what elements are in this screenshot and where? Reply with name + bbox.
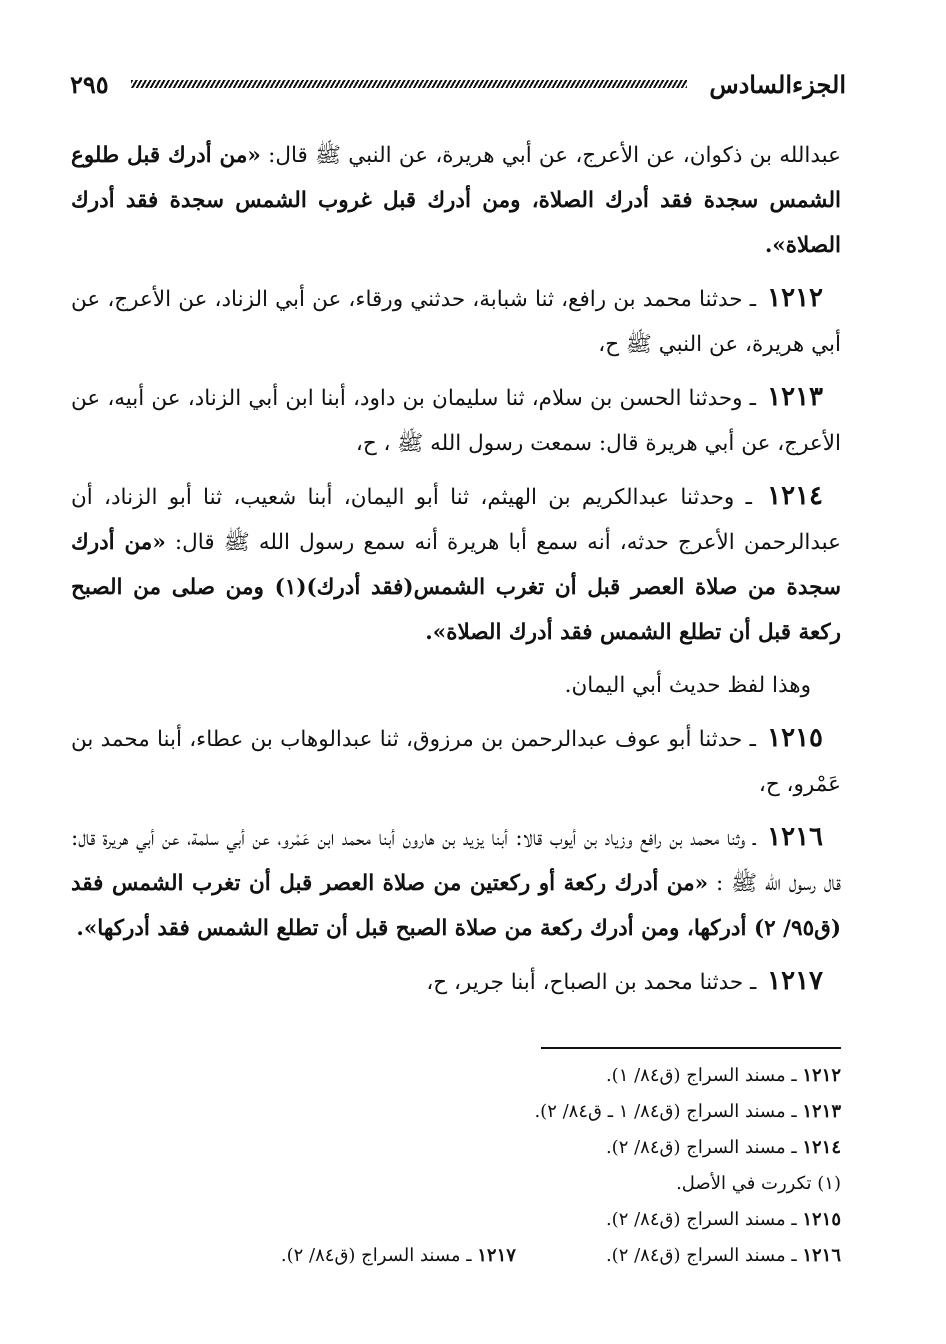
hadith-quote: «من أدرك ركعة أو ركعتين من صلاة العصر قبل أن تغرب الشمس فقد (ق٩٥/ ٢) أدركها، ومن أدرك ركعة من صلاة الصبح قبل أن تطلع الشمس فقد أدركها». [71, 871, 841, 941]
hadith-quote: «من أدرك سجدة من صلاة العصر قبل أن تغرب الشمس(فقد أدرك) [71, 530, 841, 600]
paragraph-text: عبدالله بن ذكوان، عن الأعرج، عن أبي هريرة، عن النبي ﷺ قال: [260, 143, 842, 168]
footnote-item [71, 1058, 841, 1094]
hadith-number: ١٢١٦ [767, 822, 823, 852]
footnote-number: ١٢١٤ [802, 1137, 841, 1158]
paragraph-text: ـ وحدثنا عبدالكريم بن الهيثم، ثنا أبو اليمان، أبنا شعيب، ثنا أبو الزناد، أن عبدالرحمن الأعرج حدثه، أنه سمع أبا هريرة أنه سمع رسول الله ﷺ قال: [71, 485, 841, 555]
paragraph-continuation [71, 133, 841, 268]
paragraph-text: ـ حدثنا محمد بن الصباح، أبنا جرير، ح، [426, 970, 764, 995]
hadith-quote-continued: (١) ومن صلى من الصبح ركعة قبل أن تطلع الشمس فقد أدرك الصلاة». [71, 575, 841, 645]
paragraph-1213 [71, 375, 841, 466]
footnote-item [71, 1166, 841, 1202]
paragraph-text: ـ وثنا محمد بن رافع وزياد بن أيوب قالا: أبنا يزيد بن هارون أبنا محمد ابن عَمْرو، عن أبي سلمة، عن أبي هريرة قال: قال رسول الله ﷺ : [71, 826, 841, 896]
page-number: ٢٩٥ [70, 69, 109, 99]
volume-title: الجزءالسادس [709, 69, 846, 99]
hadith-number: ١٢١٥ [767, 723, 823, 753]
footnote-item [281, 1238, 516, 1274]
main-text [71, 133, 841, 1013]
paragraph-1212 [71, 276, 841, 367]
footnote-text: ـ مسند السراج (ق٨٤/ ٢). [605, 1245, 803, 1266]
footnote-text: ـ مسند السراج (ق٨٤/ ١ ـ ق٨٤/ ٢). [534, 1101, 803, 1122]
footnote-text: (١) تكررت في الأصل. [676, 1173, 841, 1194]
footnote-item [71, 1094, 841, 1130]
footnote-text: ـ مسند السراج (ق٨٤/ ٢). [280, 1245, 478, 1266]
paragraph-1214 [71, 474, 841, 655]
footnote-item [606, 1238, 841, 1274]
footnote-text: ـ مسند السراج (ق٨٤/ ٢). [605, 1209, 803, 1230]
paragraph-1216 [71, 815, 841, 951]
hadith-number: ١٢١٣ [767, 382, 823, 412]
footnote-number: ١٢١٧ [477, 1245, 516, 1266]
footnotes [71, 1058, 841, 1274]
footnote-row [71, 1238, 841, 1274]
hadith-number: ١٢١٧ [767, 966, 823, 996]
paragraph-text: ـ حدثنا محمد بن رافع، ثنا شبابة، حدثني ورقاء، عن أبي الزناد، عن الأعرج، عن أبي هريرة، عن النبي ﷺ ح، [71, 287, 841, 357]
footnote-number: ١٢١٣ [802, 1101, 841, 1122]
paragraph-text: ـ وحدثنا الحسن بن سلام، ثنا سليمان بن داود، أبنا ابن أبي الزناد، عن أبيه، عن الأعرج، عن أبي هريرة قال: سمعت رسول الله ﷺ ، ح، [71, 386, 841, 456]
footnote-item [71, 1202, 841, 1238]
footnote-number: ١٢١٥ [802, 1209, 841, 1230]
paragraph-text: ـ حدثنا أبو عوف عبدالرحمن بن مرزوق، ثنا عبدالوهاب بن عطاء، أبنا محمد بن عَمْرو، ح، [71, 727, 841, 797]
running-header [70, 60, 846, 108]
hadith-quote: «من أدرك قبل طلوع الشمس سجدة فقد أدرك الصلاة، ومن أدرك قبل غروب الشمس سجدة فقد أدرك الصلاة». [71, 143, 841, 258]
footnote-text: ـ مسند السراج (ق٨٤/ ٢). [605, 1137, 803, 1158]
footnote-number: ١٢١٦ [802, 1245, 841, 1266]
paragraph-1215 [71, 716, 841, 807]
footnote-text: ـ مسند السراج (ق٨٤/ ١). [605, 1065, 803, 1086]
footnote-item [71, 1130, 841, 1166]
hadith-number: ١٢١٤ [767, 481, 823, 511]
paragraph-1217 [71, 959, 841, 1005]
hadith-number: ١٢١٢ [767, 283, 823, 313]
note-line: وهذا لفظ حديث أبي اليمان. [564, 673, 811, 698]
footnote-divider [541, 1047, 841, 1049]
footnote-number: ١٢١٢ [802, 1065, 841, 1086]
decorative-rule [131, 80, 688, 88]
